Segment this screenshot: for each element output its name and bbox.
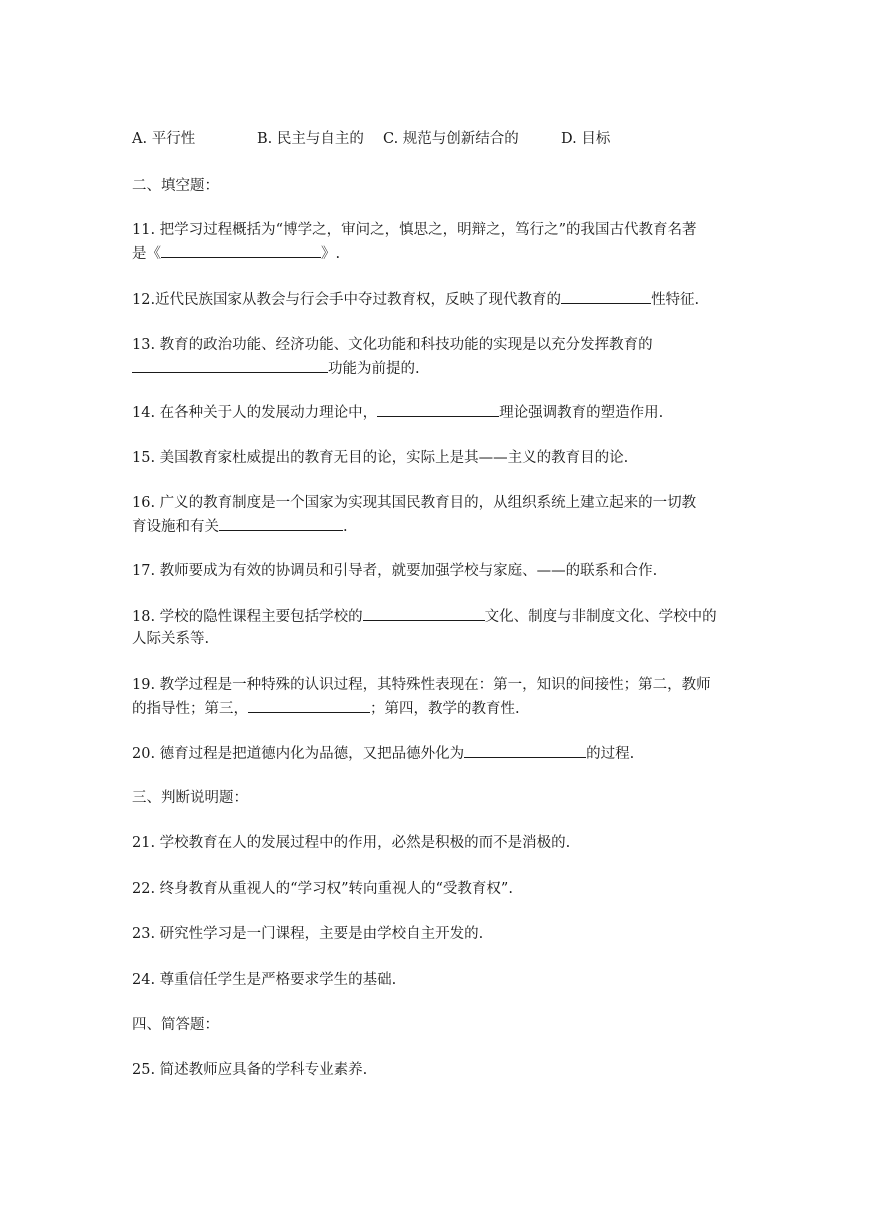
answer-blank [464, 743, 586, 758]
question-18-prefix: 18. 学校的隐性课程主要包括学校的 [132, 609, 363, 625]
option-d: D. 目标 [561, 131, 611, 147]
question-21: 21. 学校教育在人的发展过程中的作用，必然是积极的而不是消极的. [132, 835, 571, 851]
section-heading-true-false: 三、判断说明题： [132, 790, 248, 806]
question-15: 15. 美国教育家杜威提出的教育无目的论，实际上是其——主义的教育目的论. [132, 450, 629, 466]
answer-blank [363, 606, 485, 621]
answer-blank [132, 358, 328, 373]
question-17: 17. 教师要成为有效的协调员和引导者，就要加强学校与家庭、——的联系和合作. [132, 563, 658, 579]
question-13-suffix: 功能为前提的. [328, 361, 420, 377]
option-a: A. 平行性 [132, 131, 196, 147]
question-11-line-1: 11. 把学习过程概括为“博学之，审问之，慎思之，明辩之，笃行之”的我国古代教育名著 [132, 222, 697, 238]
question-23: 23. 研究性学习是一门课程，主要是由学校自主开发的. [132, 926, 484, 942]
question-13-line-2 [132, 358, 420, 379]
question-14-prefix: 14. 在各种关于人的发展动力理论中， [132, 405, 378, 421]
question-11-line-2 [132, 243, 340, 264]
question-20-suffix: 的过程. [586, 746, 635, 762]
answer-blank [219, 516, 343, 531]
question-12 [132, 289, 699, 310]
question-18-suffix: 文化、制度与非制度文化、学校中的 [484, 609, 717, 625]
question-22: 22. 终身教育从重视人的“学习权”转向重视人的“受教育权”. [132, 881, 513, 897]
question-24: 24. 尊重信任学生是严格要求学生的基础. [132, 972, 397, 988]
option-c: C. 规范与创新结合的 [383, 131, 519, 147]
question-11-suffix: 》. [321, 246, 341, 262]
section-heading-fill-blank: 二、填空题： [132, 178, 219, 194]
question-12-suffix: 性特征. [651, 292, 700, 308]
choice-options [132, 129, 610, 149]
section-heading-short-answer: 四、简答题： [132, 1017, 219, 1033]
question-18-line-2: 人际关系等. [132, 631, 210, 647]
question-20-prefix: 20. 德育过程是把道德内化为品德，又把品德外化为 [132, 746, 465, 762]
question-14-suffix: 理论强调教育的塑造作用. [499, 405, 664, 421]
question-12-prefix: 12.近代民族国家从教会与行会手中夺过教育权，反映了现代教育的 [132, 292, 562, 308]
question-19-prefix: 的指导性；第三， [132, 701, 248, 717]
question-19-line-1: 19. 教学过程是一种特殊的认识过程，其特殊性表现在：第一，知识的间接性；第二，教师 [132, 677, 711, 693]
question-25: 25. 简述教师应具备的学科专业素养. [132, 1062, 368, 1078]
question-18-line-1 [132, 606, 717, 627]
question-16-prefix: 育设施和有关 [132, 519, 219, 535]
question-16-suffix: . [343, 519, 348, 535]
answer-blank [161, 243, 321, 258]
question-11-prefix: 是《 [132, 246, 161, 262]
question-16-line-2 [132, 516, 348, 537]
question-16-line-1: 16. 广义的教育制度是一个国家为实现其国民教育目的，从组织系统上建立起来的一切教 [132, 495, 697, 511]
question-20 [132, 743, 634, 764]
question-14 [132, 402, 663, 423]
question-19-line-2 [132, 698, 520, 719]
question-13-line-1: 13. 教育的政治功能、经济功能、文化功能和科技功能的实现是以充分发挥教育的 [132, 337, 653, 353]
option-b: B. 民主与自主的 [257, 131, 364, 147]
answer-blank [377, 402, 499, 417]
answer-blank [561, 289, 651, 304]
answer-blank [248, 698, 370, 713]
question-19-suffix: ；第四，教学的教育性. [370, 701, 520, 717]
